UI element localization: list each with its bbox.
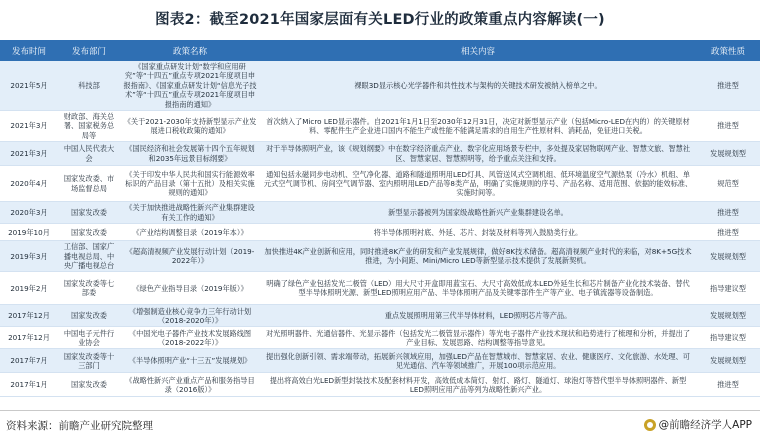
cell-date: 2019年10月 [0,224,58,241]
cell-content: 对于半导体照明产业，该《规划纲要》中在数字经济重点产业、数字化应用场景专栏中，多处提及家居物联网产业、智慧文旅、智慧社区、智慧家居、智慧照明等，给予重点关注和支持。 [260,142,696,166]
cell-policy-name: 《产业结构调整目录（2019年本）》 [120,224,260,241]
footer [0,410,760,443]
cell-policy-name: 《国家重点研发计划“数学和应用研究”等“十四五”重点专项2021年度项目申报指南》、《国家重点研发计划“信息光子技术”等“十四五”重点专项2021年度项目申报指南的通知》 [120,61,260,111]
policy-table [0,40,760,397]
table-row [0,142,760,166]
cell-dept: 财政部、海关总署、国家税务总局等 [58,111,120,142]
cell-date: 2019年2月 [0,272,58,305]
cell-nature: 规范型 [696,166,760,202]
cell-dept: 国家发改委、市场监督总局 [58,166,120,202]
cell-policy-name: 《超高清视频产业发展行动计划（2019-2022年）》 [120,241,260,272]
cell-date: 2021年3月 [0,142,58,166]
table-row [0,272,760,305]
header-date: 发布时间 [0,40,58,61]
table-body [0,61,760,397]
cell-nature: 发展规划型 [696,241,760,272]
cell-nature: 发展规划型 [696,349,760,373]
cell-dept: 国家发改委 [58,305,120,327]
cell-policy-name: 《半导体照明产业“十三五”发展规划》 [120,349,260,373]
cell-content: 重点发展照明用第三代半导体材料，LED照明芯片等产品。 [260,305,696,327]
cell-content: 明确了绿色产业包括发光二极管（LED）用大尺寸开盒即用蓝宝石、大尺寸高效低成本LED外延生长和芯片制备产业化技术装备、替代型半导体照明光源、新型LED照明应用产品、半导体照明产品及关键零部件生产等产业、电子镇流器等设备制造。 [260,272,696,305]
header-dept: 发布部门 [58,40,120,61]
cell-dept: 国家发改委 [58,224,120,241]
table-row [0,373,760,397]
cell-nature: 推进型 [696,224,760,241]
cell-dept: 科技部 [58,61,120,111]
cell-content: 首次纳入了Micro LED显示器件。自2021年1月1日至2030年12月31日，决定对新型显示产业（包括Micro-LED在内的）的关键原材料、零配件生产企业进口国内不能生产或性能不能满足需求的自用生产性原材料、消耗品，免征进口关税。 [260,111,696,142]
cell-content: 提出强化创新引领、需求端带动，拓展新兴领域应用，加强LED产品在智慧城市、智慧家居、农业、健康医疗、文化旅游、水处理、可见光通信、汽车等领域推广，开展100项示范应用。 [260,349,696,373]
cell-dept: 中国电子元件行业协会 [58,327,120,349]
cell-dept: 国家发改委 [58,202,120,224]
cell-nature: 推进型 [696,111,760,142]
cell-policy-name: 《国民经济和社会发展第十四个五年规划和2035年远景目标纲要》 [120,142,260,166]
cell-date: 2021年3月 [0,111,58,142]
source-note: 资料来源：前瞻产业研究院整理 [6,420,153,432]
cell-nature: 指导建议型 [696,272,760,305]
cell-dept: 国家发改委等十三部门 [58,349,120,373]
table-row [0,241,760,272]
cell-dept: 工信部、国家广播电视总局、中央广播电视总台 [58,241,120,272]
table-row [0,327,760,349]
cell-date: 2019年3月 [0,241,58,272]
table-row [0,349,760,373]
cell-date: 2017年12月 [0,305,58,327]
cell-dept: 中国人民代表大会 [58,142,120,166]
cell-dept: 国家发改委 [58,373,120,397]
table-row [0,61,760,111]
cell-date: 2021年5月 [0,61,58,111]
cell-nature: 推进型 [696,61,760,111]
table-row [0,202,760,224]
cell-content: 加快推进4K产业创新和应用，同时推进8K产业的研发和产业发展规律，做好8K技术储备。超高清视频产业时代的来临，对8K+5G技术推进，为小间距、Mini/Micro LED等新型显示技术提供了发展新契机。 [260,241,696,272]
policy-table-container [0,40,760,397]
brand-logo [644,417,752,432]
cell-nature: 发展规划型 [696,305,760,327]
cell-policy-name: 《战略性新兴产业重点产品和服务指导目录（2016版）》 [120,373,260,397]
table-row [0,111,760,142]
cell-content: 新型显示器被列为国家级战略性新兴产业集群建设名单。 [260,202,696,224]
brand-logo-icon [644,419,656,431]
cell-policy-name: 《关于印发中华人民共和国实行能源效率标识的产品目录（第十五批）及相关实施规则的通知》 [120,166,260,202]
cell-policy-name: 《绿色产业指导目录（2019年版）》 [120,272,260,305]
brand-name: @前瞻经济学人APP [658,419,752,431]
table-row [0,224,760,241]
table-row [0,166,760,202]
cell-nature: 发展规划型 [696,142,760,166]
header-content: 相关内容 [260,40,696,61]
cell-date: 2017年7月 [0,349,58,373]
cell-nature: 指导建议型 [696,327,760,349]
cell-nature: 推进型 [696,202,760,224]
header-nature: 政策性质 [696,40,760,61]
cell-dept: 国家发改委等七部委 [58,272,120,305]
cell-policy-name: 《关于2021-2030年支持新型显示产业发展进口税收政策的通知》 [120,111,260,142]
table-header-row [0,40,760,61]
cell-policy-name: 《中国光电子器件产业技术发展路线图（2018-2022年）》 [120,327,260,349]
cell-content: 裸眼3D显示核心光学器件和共性技术与架构的关键技术研发被纳入榜单之中。 [260,61,696,111]
header-policy-name: 政策名称 [120,40,260,61]
cell-policy-name: 《关于加快推进战略性新兴产业集群建设有关工作的通知》 [120,202,260,224]
cell-nature: 推进型 [696,373,760,397]
cell-date: 2017年12月 [0,327,58,349]
cell-content: 通知包括永磁同步电动机、空气净化器、道路和隧道照明用LED灯具、风管送风式空调机组、低环境温度空气源热泵（冷水）机组、单元式空气调节机、房间空气调节器、室内照明用LED产品等8类产品，明确了实施规则的序号、产品名称、适用范围、依据的能效标准、实施时间等。 [260,166,696,202]
cell-content: 对光照明器件、光通信器件、光显示器件（包括发光二极管显示器件）等光电子器件产业技术现状和趋势进行了梳理和分析，并提出了产业目标、发展思路、结构调整等指导意见。 [260,327,696,349]
cell-date: 2020年4月 [0,166,58,202]
cell-policy-name: 《增强制造业核心竞争力三年行动计划（2018-2020年）》 [120,305,260,327]
table-row [0,305,760,327]
cell-date: 2020年3月 [0,202,58,224]
cell-content: 将半导体照明衬底、外延、芯片、封装及材料等列入鼓励类行业。 [260,224,696,241]
page-title: 图表2：截至2021年国家层面有关LED行业的政策重点内容解读(一) [155,12,605,28]
cell-content: 提出将高效白光LED新型封装技术及配套材料开发，高效低成本简灯、射灯、路灯、隧道灯、球泡灯等替代型半导体照明器件、新型LED照明应用产品等列为战略性新兴产业。 [260,373,696,397]
cell-date: 2017年1月 [0,373,58,397]
